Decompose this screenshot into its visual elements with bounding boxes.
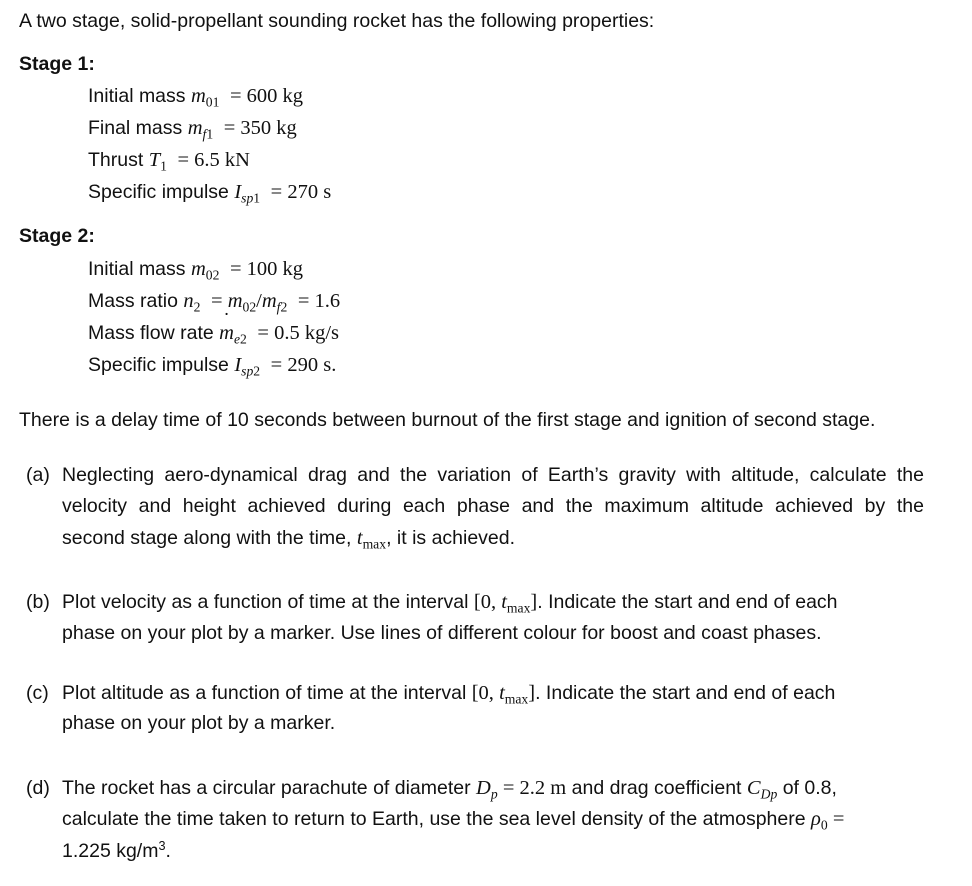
question-b-line1-pre: Plot velocity as a function of time at the interval [62,591,469,613]
stage1-thrust-value: 6.5 kN [194,149,250,171]
stage1-final-mass: Final mass $m_{f1} = 350$ kg [88,117,297,142]
question-d-line3-end: . [165,840,171,862]
question-a-marker: (a) [26,464,50,486]
stage2-mass-ratio: Mass ratio $n_2 = m_{02}/m_{f2} = 1.6$ [88,290,341,315]
stage1-initial-mass: Initial mass $m_{01} = 600$ kg [88,85,304,110]
question-b-line1-post: . Indicate the start and end of each [537,591,838,613]
stage2-isp-label: Specific impulse [88,354,229,376]
question-a-line2: velocity and height achieved during each phase and the maximum altitude achieved by the [62,495,924,517]
question-c-marker: (c) [26,682,49,704]
question-d-line1-b: and drag coefficient [571,777,742,799]
question-b-marker: (b) [26,591,50,613]
question-d-line1-c: of 0.8, [782,777,837,799]
question-d-line1: The rocket has a circular parachute of diameter $D_p = 2.2$ m and drag coefficient $C_{Dp}$ of 0.8, [62,777,837,802]
question-d-marker: (d) [26,777,50,799]
question-a-line3-pre: second stage along with the time, [62,527,352,549]
question-a-line1: Neglecting aero-dynamical drag and the variation of Earth’s gravity with altitude, calculate the [62,464,924,486]
stage1-heading: Stage 1: [19,53,95,75]
question-d-line1-a: The rocket has a circular parachute of diameter [62,777,471,799]
density-exponent: 3 [158,839,166,854]
question-a-line3: second stage along with the time, $t_{max}$, it is achieved. [62,527,516,552]
delay-note: There is a delay time of 10 seconds between burnout of the first stage and ignition of second stage. [19,409,876,431]
stage2-isp-value: 290 s. [287,354,337,376]
stage2-mass-ratio-value: 1.6 [314,290,341,312]
parachute-diameter-value: 2.2 m [519,777,567,799]
stage2-mass-flow-label: Mass flow rate [88,322,214,344]
question-a-line3-post: , it is achieved. [386,527,516,549]
stage2-mass-flow-value: 0.5 kg/s [274,322,339,344]
stage2-heading: Stage 2: [19,225,95,247]
stage2-initial-mass: Initial mass $m_{02} = 100$ kg [88,258,304,283]
stage2-isp: Specific impulse $I_{sp2} = 290$ s. [88,354,337,379]
stage1-isp: Specific impulse $I_{sp1} = 270$ s [88,181,332,206]
stage1-thrust-label: Thrust [88,149,144,171]
question-c-line2: phase on your plot by a marker. [62,712,336,734]
intro-text: A two stage, solid-propellant sounding rocket has the following properties: [19,10,655,32]
stage1-thrust: Thrust $T_1 = 6.5$ kN [88,149,250,174]
stage1-isp-value: 270 s [287,181,332,203]
stage2-mass-flow: Mass flow rate m $˙_{e2} = 0.5$ kg/s [88,320,339,346]
stage2-mass-ratio-label: Mass ratio [88,290,178,312]
stage1-final-mass-label: Final mass [88,117,183,139]
question-c-line1-post: . Indicate the start and end of each [535,682,836,704]
stage1-initial-mass-value: 600 kg [246,85,304,107]
stage1-final-mass-value: 350 kg [240,117,297,139]
stage1-initial-mass-label: Initial mass [88,85,186,107]
question-d-line2: calculate the time taken to return to Earth, use the sea level density of the atmosphere $\rho_0$ = [62,808,845,833]
stage2-initial-mass-label: Initial mass [88,258,186,280]
stage2-initial-mass-value: 100 kg [246,258,304,280]
sea-level-density-value: 1.225 kg/m [62,840,159,862]
question-d-line3 [62,838,171,864]
stage1-isp-label: Specific impulse [88,181,229,203]
question-b-line1: Plot velocity as a function of time at the interval [0, $t_{max}$]. Indicate the start and end of each [62,591,838,616]
question-c-line1-pre: Plot altitude as a function of time at the interval [62,682,467,704]
question-c-line1: Plot altitude as a function of time at the interval [0, $t_{max}$]. Indicate the start and end of each [62,682,836,707]
question-b-line2: phase on your plot by a marker. Use lines of different colour for boost and coast phases. [62,622,822,644]
question-d-line2-text: calculate the time taken to return to Earth, use the sea level density of the atmosphere [62,808,806,830]
